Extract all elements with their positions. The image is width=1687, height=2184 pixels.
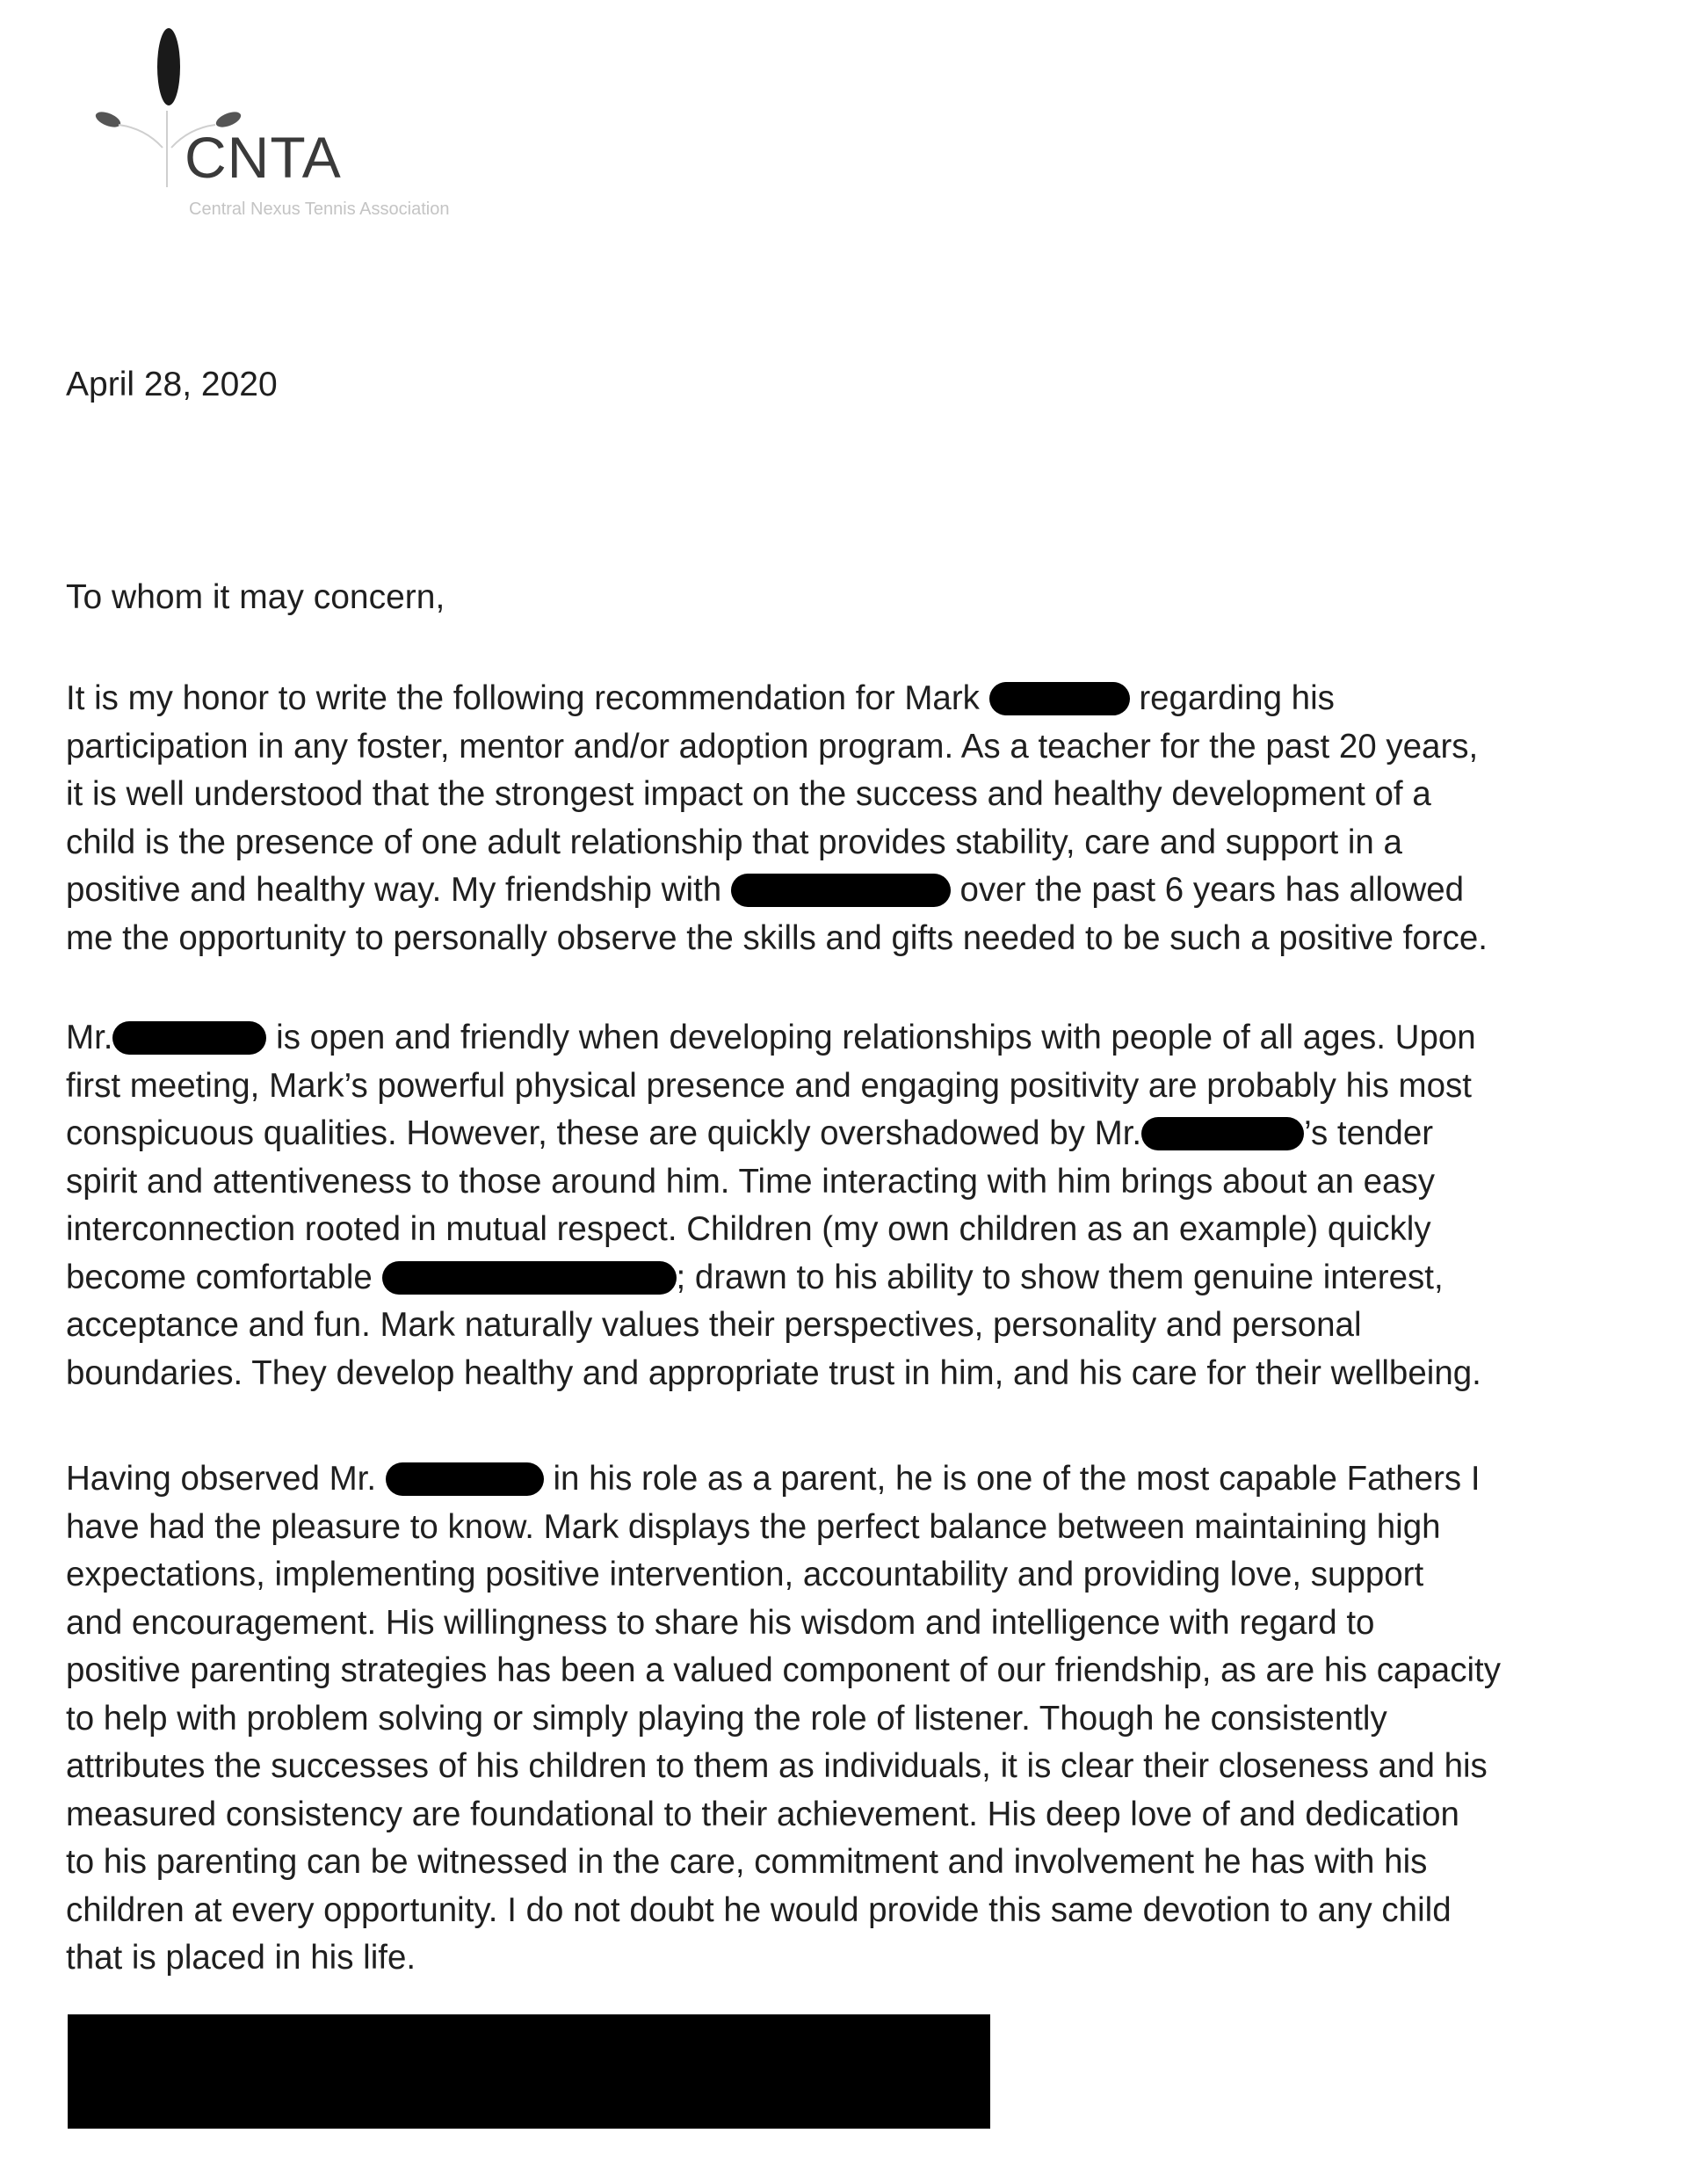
line-text: in his role as a parent, he is one of the most capable Fathers I	[543, 1460, 1481, 1498]
paragraph-1	[66, 675, 1630, 962]
line-text: over the past 6 years has allowed	[950, 871, 1465, 909]
text-line: measured consistency are foundational to their achievement. His deep love of and dedication	[66, 1795, 1459, 1833]
text-line: first meeting, Mark’s powerful physical presence and engaging positivity are probably his most	[66, 1066, 1472, 1105]
line-text: conspicuous qualities. However, these are quickly overshadowed by Mr.	[66, 1114, 1142, 1152]
letterhead	[83, 16, 576, 227]
text-line: me the opportunity to personally observe the skills and gifts needed to be such a positive force.	[66, 918, 1488, 957]
text-line: participation in any foster, mentor and/or adoption program. As a teacher for the past 20 years,	[66, 727, 1479, 765]
redaction-mark	[112, 1021, 266, 1055]
text-line: interconnection rooted in mutual respect. Children (my own children as an example) quickly	[66, 1210, 1431, 1248]
text-line	[66, 1014, 1630, 1063]
text-line: and encouragement. His willingness to share his wisdom and intelligence with regard to	[66, 1603, 1375, 1642]
line-text: ’s tender	[1304, 1114, 1434, 1152]
redaction-mark	[382, 1261, 677, 1295]
paragraph-2	[66, 1014, 1630, 1397]
text-line: expectations, implementing positive intervention, accountability and providing love, support	[66, 1556, 1424, 1593]
redaction-mark	[731, 874, 951, 907]
text-line	[66, 675, 1630, 723]
text-line	[66, 1254, 1630, 1302]
signature-redaction	[68, 2014, 990, 2129]
paragraph-3	[66, 1455, 1630, 1983]
text-line: acceptance and fun. Mark naturally values their perspectives, personality and personal	[66, 1306, 1362, 1344]
line-text: ; drawn to his ability to show them genuine interest,	[676, 1258, 1444, 1296]
text-line: positive parenting strategies has been a valued component of our friendship, as are his capacity	[66, 1651, 1501, 1689]
redaction-mark	[386, 1462, 544, 1496]
text-line: children at every opportunity. I do not doubt he would provide this same devotion to any child	[66, 1890, 1452, 1929]
text-line: attributes the successes of his children to them as individuals, it is clear their closeness and his	[66, 1747, 1488, 1785]
text-line: it is well understood that the strongest impact on the success and healthy development of a	[66, 775, 1431, 813]
line-text: regarding his	[1129, 679, 1335, 717]
text-line: spirit and attentiveness to those around him. Time interacting with him brings about an easy	[66, 1162, 1435, 1201]
org-subtitle: Central Nexus Tennis Association	[189, 200, 450, 219]
text-line	[66, 1110, 1630, 1158]
text-line: boundaries. They develop healthy and appropriate trust in him, and his care for their wellbeing.	[66, 1353, 1481, 1392]
line-text: become comfortable	[66, 1258, 382, 1296]
text-line: to his parenting can be witnessed in the care, commitment and involvement he has with his	[66, 1843, 1428, 1881]
text-line: have had the pleasure to know. Mark displays the perfect balance between maintaining high	[66, 1507, 1441, 1546]
line-text: Having observed Mr.	[66, 1460, 386, 1498]
line-text: positive and healthy way. My friendship with	[66, 871, 731, 909]
line-text: It is my honor to write the following recommendation for Mark	[66, 679, 989, 717]
text-line	[66, 1455, 1630, 1504]
org-name: CNTA	[185, 125, 342, 190]
text-line: that is placed in his life.	[66, 1939, 416, 1977]
letter-date: April 28, 2020	[66, 366, 278, 403]
line-text: is open and friendly when developing relationships with people of all ages. Upon	[266, 1019, 1476, 1056]
redaction-mark	[989, 682, 1130, 715]
line-text: Mr.	[66, 1019, 113, 1056]
text-line: to help with problem solving or simply playing the role of listener. Though he consistently	[66, 1699, 1387, 1738]
salutation: To whom it may concern,	[66, 578, 445, 616]
text-line	[66, 867, 1630, 915]
text-line: child is the presence of one adult relationship that provides stability, care and support in a	[66, 823, 1402, 861]
redaction-mark	[1141, 1117, 1304, 1150]
